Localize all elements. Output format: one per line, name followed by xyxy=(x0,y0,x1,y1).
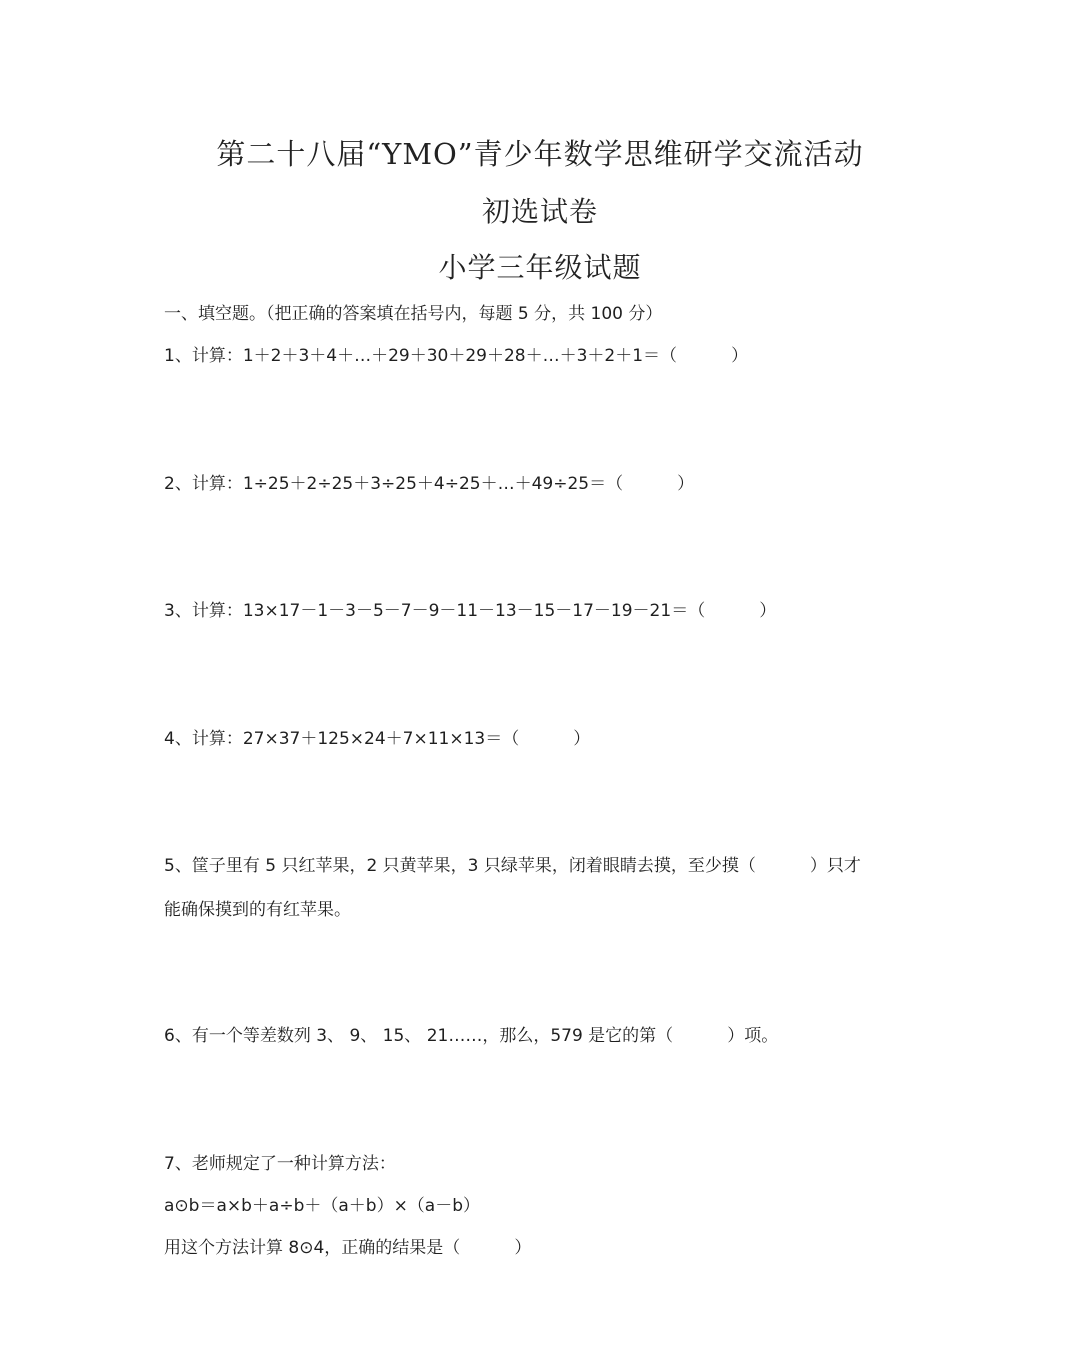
exam-title: 第二十八届“YMO”青少年数学思维研学交流活动 xyxy=(216,137,864,171)
question-2: 2、计算：1÷25＋2÷25＋3÷25＋4÷25＋…＋49÷25＝（ ） xyxy=(164,474,695,494)
exam-subtitle: 初选试卷 xyxy=(481,195,598,228)
question-5: 5、筐子里有 5 只红苹果，2 只黄苹果，3 只绿苹果，闭着眼睛去摸，至少摸（ ）只才 xyxy=(164,856,861,876)
question-4: 4、计算：27×37＋125×24＋7×11×13＝（ ） xyxy=(164,729,591,749)
section-heading: 一、填空题。（把正确的答案填在括号内，每题 5 分，共 100 分） xyxy=(164,304,663,324)
grade-title: 小学三年级试题 xyxy=(438,251,642,284)
question-7-formula: a⊙b＝a×b＋a÷b＋（a＋b）×（a－b） xyxy=(164,1196,481,1216)
question-1: 1、计算：1＋2＋3＋4＋…＋29＋30＋29＋28＋…＋3＋2＋1＝（ ） xyxy=(164,346,749,366)
question-5-continued: 能确保摸到的有红苹果。 xyxy=(164,900,351,920)
question-7-prompt: 用这个方法计算 8⊙4，正确的结果是（ ） xyxy=(164,1238,532,1258)
question-6: 6、有一个等差数列 3、 9、 15、 21……，那么，579 是它的第（ ）项。 xyxy=(164,1026,779,1046)
question-3: 3、计算：13×17－1－3－5－7－9－11－13－15－17－19－21＝（ ） xyxy=(164,601,777,621)
question-7: 7、老师规定了一种计算方法： xyxy=(164,1154,396,1174)
